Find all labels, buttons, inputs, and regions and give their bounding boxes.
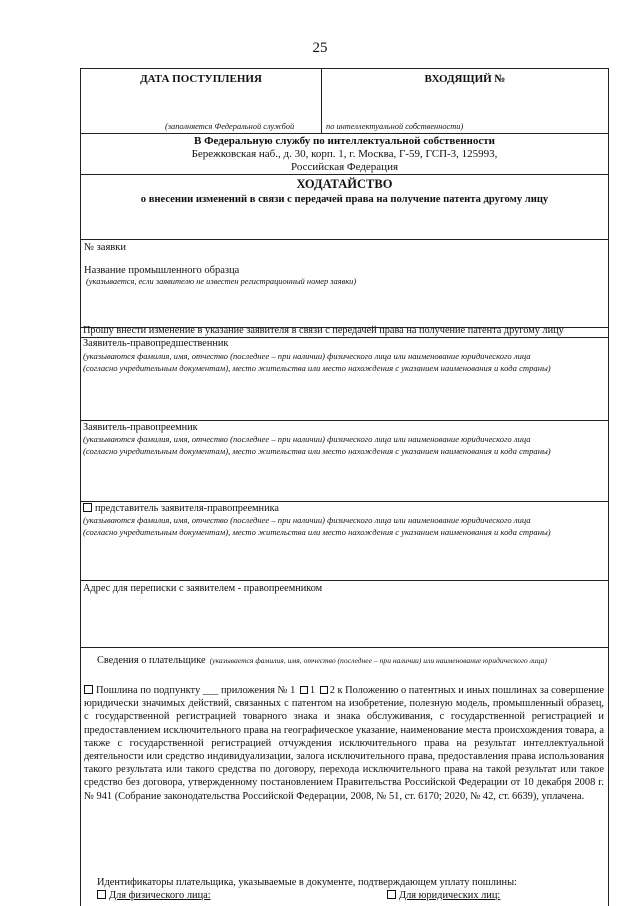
page-number: 25: [312, 40, 328, 56]
legal-checkbox[interactable]: [387, 890, 396, 899]
payer-note: (указывается фамилия, имя, отчество (последнее – при наличии) или наименование юридического лица): [209, 656, 547, 665]
correspondence-label: Адрес для переписки с заявителем - правопреемником: [83, 583, 323, 594]
design-name-label: Название промышленного образца: [84, 265, 240, 276]
fee-paragraph: [84, 684, 604, 803]
application-section: [81, 240, 608, 328]
payer-identifiers: Идентификаторы плательщика, указываемые в документе, подтверждающем уплату пошлины:: [97, 877, 517, 888]
individual-label: Для физического лица:: [109, 890, 211, 901]
addressee-title: В Федеральную службу по интеллектуальной собственности: [193, 135, 495, 147]
successor-note-1: (указываются фамилия, имя, отчество (последнее – при наличии) физического лица или наименование юридического лица: [83, 434, 531, 444]
representative-checkbox[interactable]: [83, 503, 92, 512]
addressee-section: [81, 134, 608, 175]
payer-row: [97, 650, 547, 668]
fips-note-left: (заполняется Федеральной службой: [165, 122, 295, 131]
predecessor-label: Заявитель-правопредшественник: [83, 338, 229, 349]
successor-note-2: (согласно учредительным документам), место жительства или место нахождения с указанием наименования и кода страны): [83, 446, 551, 456]
successor-section: [81, 421, 608, 502]
correspondence-section: [81, 581, 608, 648]
incoming-label: ВХОДЯЩИЙ №: [424, 73, 506, 85]
predecessor-note-2: (согласно учредительным документам), место жительства или место нахождения с указанием наименования и кода страны): [83, 363, 551, 373]
fee-checkbox[interactable]: [84, 685, 93, 694]
petition-subtitle: о внесении изменений в связи с передачей права на получение патента другому лицу: [140, 194, 549, 205]
legal-row: [387, 890, 500, 901]
representative-section: [81, 502, 608, 581]
date-label: ДАТА ПОСТУПЛЕНИЯ: [140, 73, 262, 85]
successor-label: Заявитель-правопреемник: [83, 422, 198, 433]
fee-text-1: Пошлина по подпункту ___ приложения № 1: [96, 685, 296, 696]
predecessor-section: [81, 338, 608, 421]
representative-note-2: (согласно учредительным документам), место жительства или место нахождения с указанием наименования и кода страны): [83, 527, 551, 537]
payer-section: [81, 648, 608, 906]
payer-label: Сведения о плательщике: [97, 655, 206, 666]
petition-title: ХОДАТАЙСТВО: [296, 177, 393, 191]
request-section: [81, 325, 608, 338]
fips-note-right: по интеллектуальной собственности): [326, 122, 464, 131]
individual-row: [97, 890, 211, 901]
legal-label: Для юридических лиц:: [399, 890, 501, 901]
application-number-label: № заявки: [84, 242, 126, 253]
predecessor-note-1: (указываются фамилия, имя, отчество (последнее – при наличии) физического лица или наименование юридического лица: [83, 351, 531, 361]
design-name-note: (указывается, если заявителю не известен регистрационный номер заявки): [86, 277, 357, 286]
form-frame: [80, 68, 609, 906]
fee-box-1-checkbox[interactable]: [300, 686, 308, 694]
individual-checkbox[interactable]: [97, 890, 106, 899]
petition-section: [81, 175, 608, 240]
receipt-section: [81, 69, 608, 134]
addressee-country: Российская Федерация: [290, 161, 399, 173]
fee-box-2-checkbox[interactable]: [320, 686, 328, 694]
addressee-address: Бережковская наб., д. 30, корп. 1, г. Москва, Г-59, ГСП-3, 125993,: [191, 148, 498, 160]
representative-note-1: (указываются фамилия, имя, отчество (последнее – при наличии) физического лица или наименование юридического лица: [83, 515, 531, 525]
fee-text-2: к Положению о патентных и иных пошлинах за совершение юридически значимых действий, связанных с патентом на изобретение, полезную модель, промышленный образец, с государственной регистрацией товарного знака и знака обслуживания, с государственной регистрацией и предоставлением исключительного права на географическое указание, наименование места происхождения товара, а также с государственной регистрацией отчуждения исключительного права на результат интеллектуальной деятельности или средство индивидуализации, залога исключительного права, предоставления права использования такого результата или такого средства по договору, перехода исключительного права на такой результат или такое средство без договора, утвержденному постановлением Правительства Российской Федерации от 10 декабря 2008 г.№ 941 (Собрание законодательства Российской Федерации, 2008, № 51, ст. 6170; 2020, № 42, ст. 6639), уплачена.: [84, 685, 604, 802]
fee-box-2-label: 2: [329, 685, 335, 696]
representative-label: представитель заявителя-правопреемника: [95, 503, 279, 514]
fee-box-1-label: 1: [309, 685, 316, 696]
request-line: Прошу внести изменение в указание заявителя в связи с передачей права на получение патента другому лицу: [83, 325, 564, 336]
